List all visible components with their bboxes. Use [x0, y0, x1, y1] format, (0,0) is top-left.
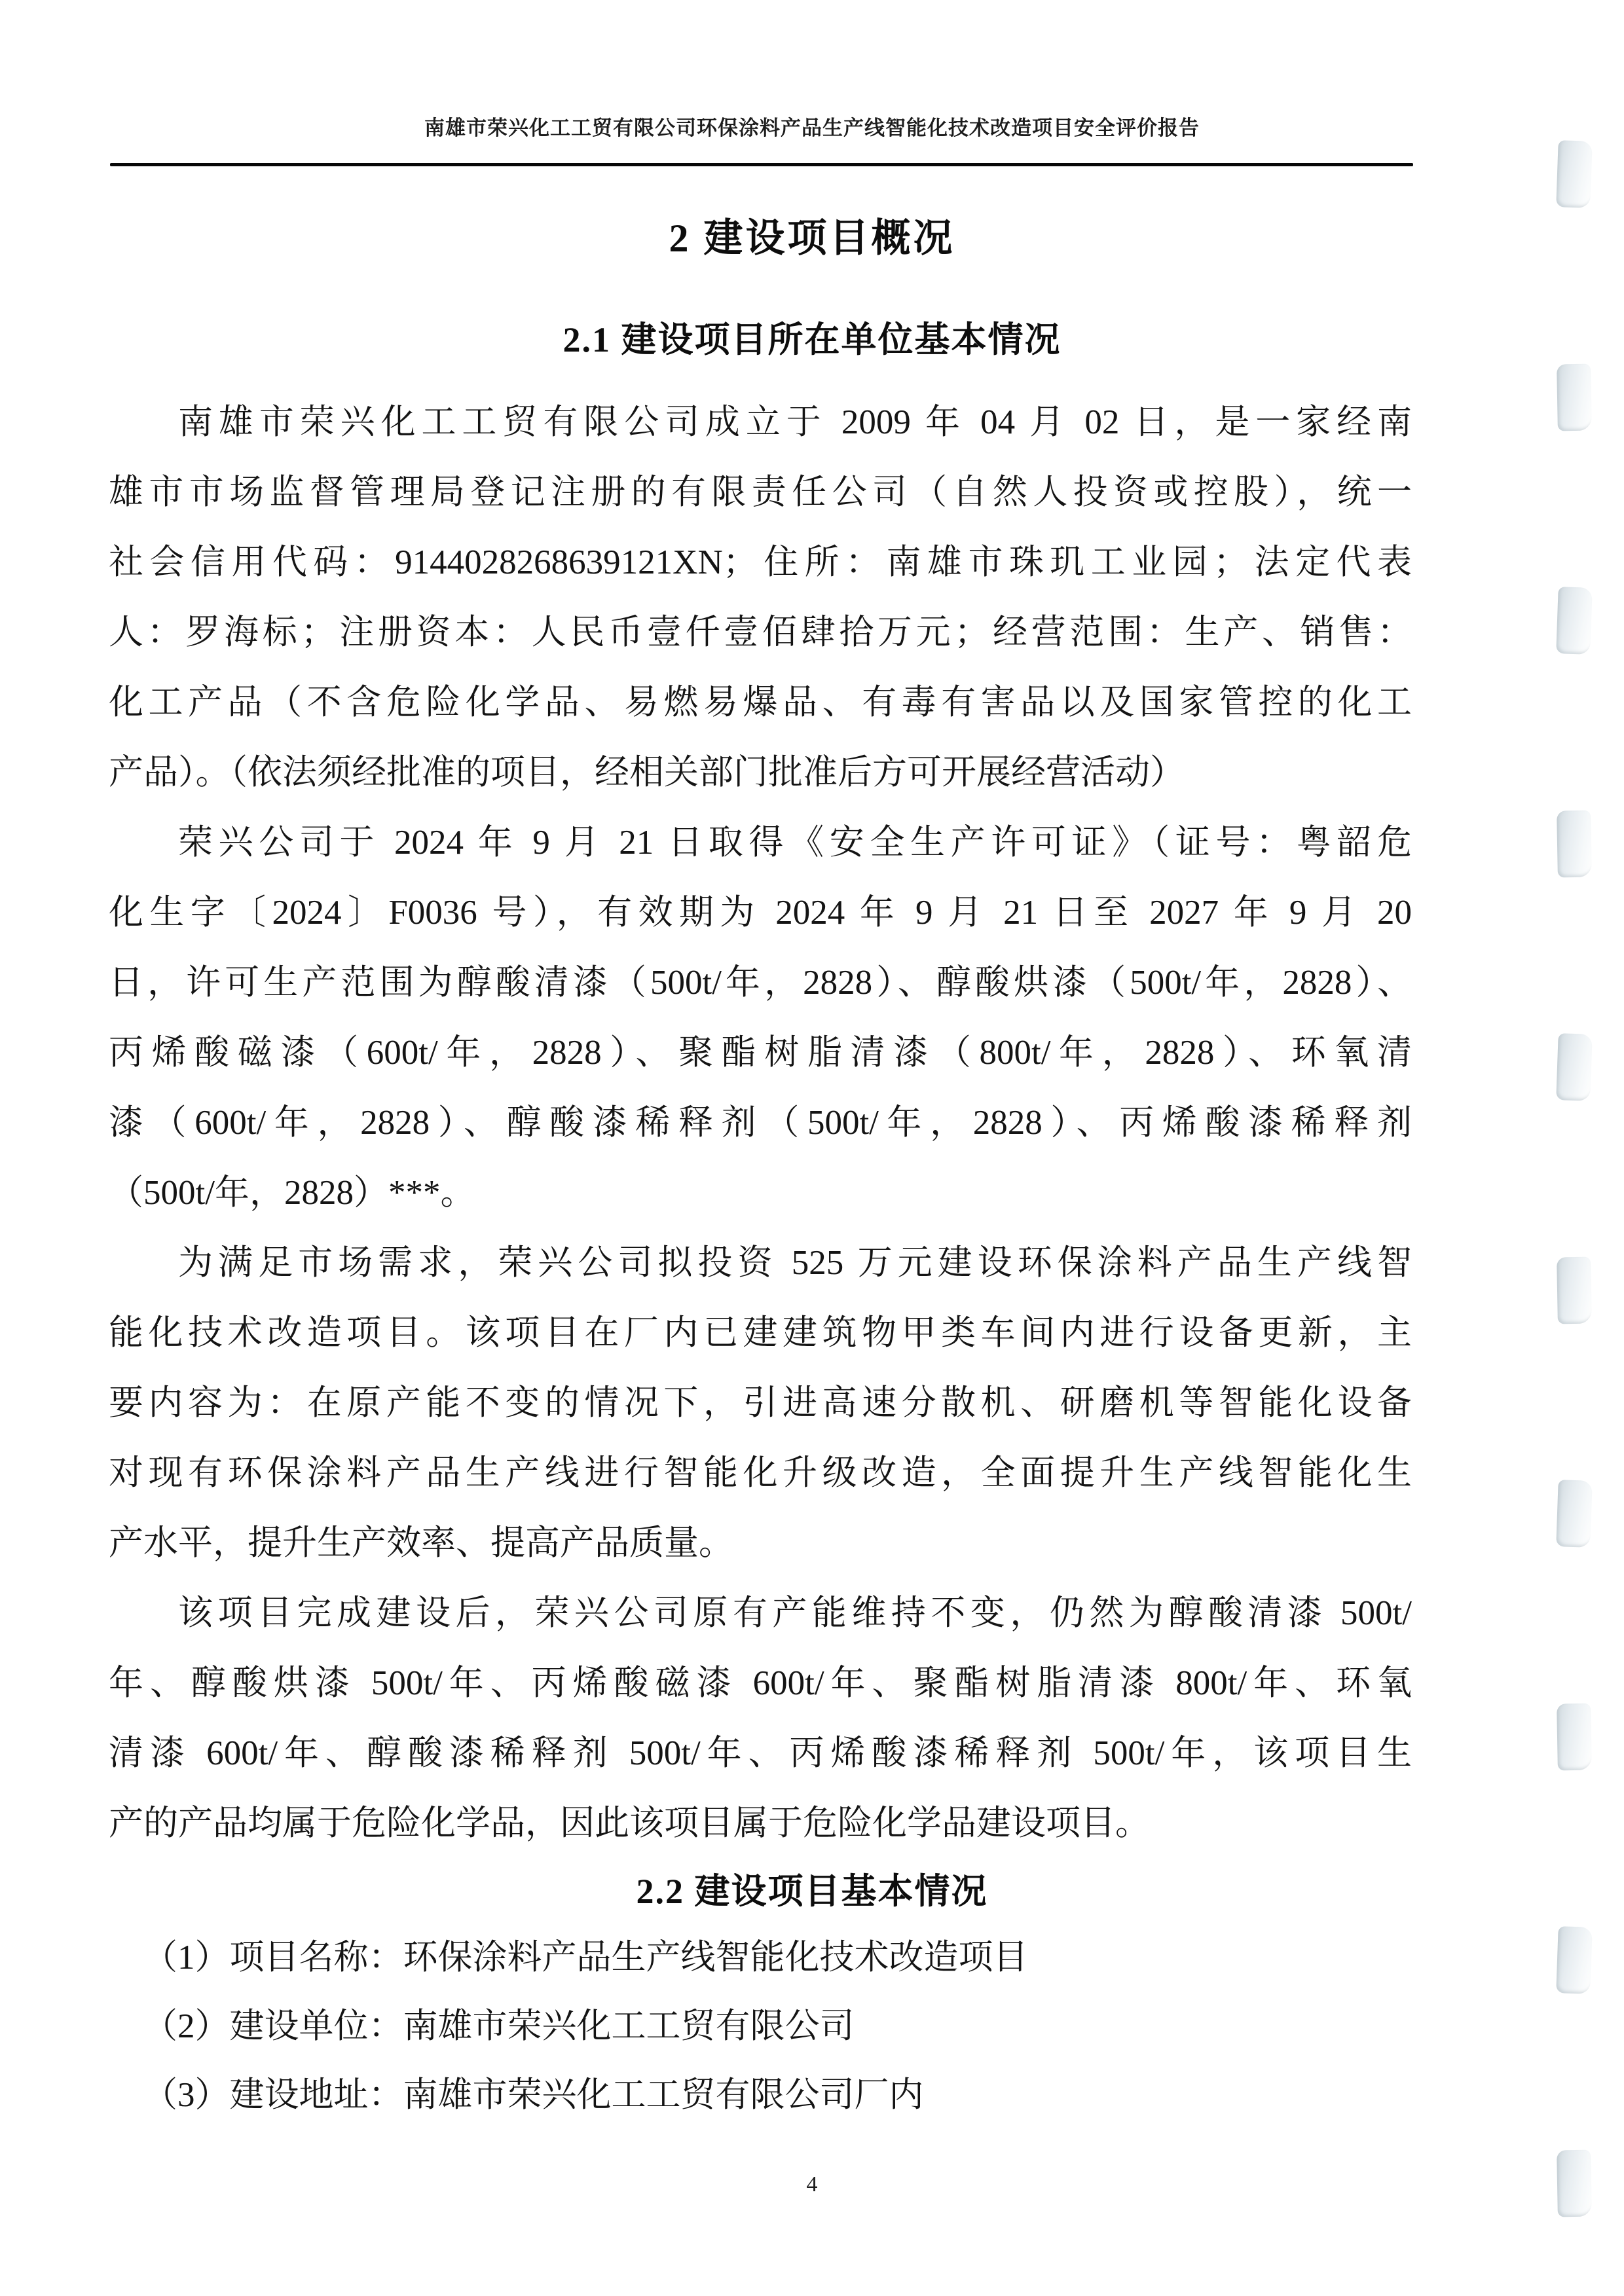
binding-hole-artifact — [1556, 1926, 1593, 1994]
body-text-line: 人：罗海标；注册资本：人民币壹仟壹佰肆拾万元；经营范围：生产、销售： — [109, 613, 1412, 651]
binding-hole-artifact — [1557, 811, 1592, 878]
list-item-line: （1）项目名称：环保涂料产品生产线智能化技术改造项目 — [143, 1939, 1028, 1977]
binding-hole-artifact — [1557, 1704, 1592, 1771]
body-text-line: 漆（600t/年，2828）、醇酸漆稀释剂（500t/年，2828）、丙烯酸漆稀释剂 — [109, 1104, 1412, 1142]
binding-hole-artifact — [1556, 1480, 1593, 1548]
body-text-line: 要内容为：在原产能不变的情况下，引进高速分散机、研磨机等智能化设备 — [109, 1384, 1412, 1422]
body-text-line: （500t/年，2828）***。 — [109, 1174, 475, 1212]
body-text-line: 对现有环保涂料产品生产线进行智能化升级改造，全面提升生产线智能化生 — [109, 1454, 1412, 1492]
body-text-line: 产水平，提升生产效率、提高产品质量。 — [109, 1524, 733, 1562]
body-text-line: 为满足市场需求，荣兴公司拟投资 525 万元建设环保涂料产品生产线智 — [178, 1244, 1412, 1282]
section-2-2-heading: 2.2 建设项目基本情况 — [636, 1872, 988, 1911]
binding-hole-artifact — [1556, 1033, 1593, 1101]
body-text-line: 丙烯酸磁漆（600t/年，2828）、聚酯树脂清漆（800t/年，2828）、环氧清 — [109, 1034, 1412, 1072]
body-text-line: 社会信用代码：9144028268639121XN；住所：南雄市珠玑工业园；法定代表 — [109, 543, 1412, 581]
project-info-list — [109, 1923, 1412, 2130]
list-item-line: （2）建设单位：南雄市荣兴化工工贸有限公司 — [143, 2007, 855, 2045]
page-header-title: 南雄市荣兴化工工贸有限公司环保涂料产品生产线智能化技术改造项目安全评价报告 — [424, 117, 1200, 139]
header-divider-rule — [110, 163, 1413, 166]
body-text-line: 该项目完成建设后，荣兴公司原有产能维持不变，仍然为醇酸清漆 500t/ — [178, 1594, 1412, 1632]
body-text-line: 化生字〔2024〕F0036 号），有效期为 2024 年 9 月 21 日至 2027 年 9 月 20 — [109, 894, 1412, 932]
body-text-line: 荣兴公司于 2024 年 9 月 21 日取得《安全生产许可证》（证号：粤韶危 — [178, 824, 1412, 862]
body-text-line: 南雄市荣兴化工工贸有限公司成立于 2009 年 04 月 02 日，是一家经南 — [178, 403, 1412, 441]
body-text-line: 产的产品均属于危险化学品，因此该项目属于危险化学品建设项目。 — [109, 1804, 1150, 1842]
body-text-line: 雄市市场监督管理局登记注册的有限责任公司（自然人投资或控股），统一 — [109, 473, 1412, 511]
list-item-line: （3）建设地址：南雄市荣兴化工工贸有限公司厂内 — [143, 2076, 924, 2114]
body-text-line: 能化技术改造项目。该项目在厂内已建建筑物甲类车间内进行设备更新，主 — [109, 1314, 1412, 1352]
chapter-title: 2 建设项目概况 — [669, 217, 955, 260]
body-text-line: 年、醇酸烘漆 500t/年、丙烯酸磁漆 600t/年、聚酯树脂清漆 800t/年、环氧 — [109, 1664, 1412, 1702]
section-2-1-heading: 2.1 建设项目所在单位基本情况 — [563, 320, 1061, 359]
binding-hole-artifact — [1557, 1257, 1592, 1324]
body-text-line: 清漆 600t/年、醇酸漆稀释剂 500t/年、丙烯酸漆稀释剂 500t/年，该项目生 — [109, 1734, 1412, 1772]
body-paragraphs — [109, 388, 1412, 1859]
page-number: 4 — [806, 2172, 818, 2196]
body-text-line: 化工产品（不含危险化学品、易燃易爆品、有毒有害品以及国家管控的化工 — [109, 683, 1412, 721]
body-text-line: 日，许可生产范围为醇酸清漆（500t/年，2828）、醇酸烘漆（500t/年，2828）、 — [109, 964, 1412, 1002]
body-text-line: 产品）。（依法须经批准的项目，经相关部门批准后方可开展经营活动） — [109, 754, 1185, 792]
binding-hole-artifact — [1556, 587, 1593, 655]
binding-hole-artifact — [1556, 140, 1593, 208]
binding-hole-artifact — [1557, 2150, 1592, 2217]
binding-hole-artifact — [1557, 364, 1592, 431]
